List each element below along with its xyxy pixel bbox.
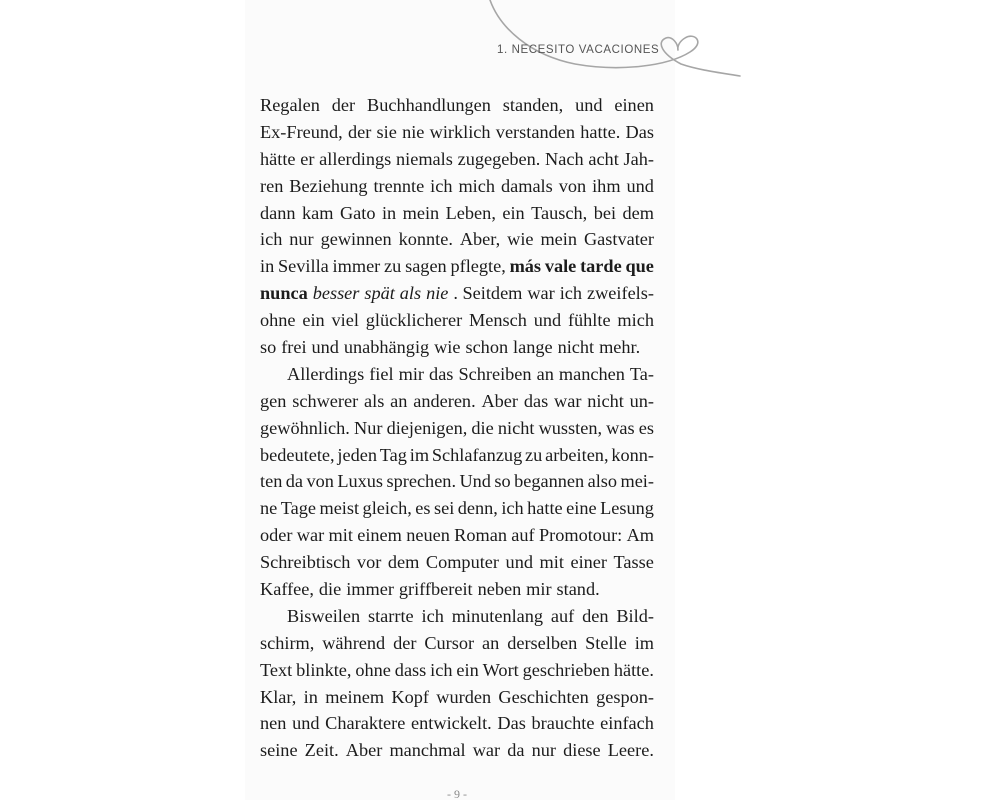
word: wussten, [538,417,603,438]
word: ohne [260,310,296,331]
word: Lesung [600,498,654,519]
word: stand. [556,579,600,600]
word: gleich, [362,498,412,519]
word: . Seitdem [453,283,523,304]
word: konnte. [398,229,453,250]
text-line [260,361,654,388]
word: Zeit. [304,740,339,761]
page-number: - 9 - [447,787,467,800]
word: Schreiben [458,363,532,384]
word: von [558,175,587,196]
chapter-title: 1. NECESITO VACACIONES [497,44,660,56]
word: der [331,95,356,115]
word: starrte [367,605,414,626]
word: mit [328,525,353,546]
word: war [527,283,555,304]
word: Klar, [260,686,297,707]
word: und [575,95,603,115]
word: der [393,632,417,653]
word: im [634,632,654,653]
word: bedeutete, [260,444,335,465]
word: anderen. [413,390,476,411]
word: Das [625,121,654,142]
word: die [471,417,494,438]
word: Tag [379,444,407,465]
word: nunca [260,283,308,304]
word: Computer [425,552,499,573]
text-line [260,442,654,469]
word: auf [511,525,535,546]
word: einen [614,95,654,115]
word: Jah- [623,148,654,169]
word: und [626,175,654,196]
text-line [260,549,654,576]
text-line [260,146,654,173]
word: griffbereit [398,579,473,600]
word: einem [357,525,402,546]
word: konn- [611,444,654,465]
word: Mensch [469,310,527,331]
word: un- [629,390,654,411]
word: unabhängig [343,337,430,358]
word: vale [544,256,577,277]
word: Kaffee, [260,579,314,600]
word: zu [525,444,543,465]
word: und [533,310,562,331]
text-line [260,468,654,495]
word: mich [617,310,654,331]
word: ich [430,659,453,680]
word: hatte. [580,121,621,142]
word: von [306,471,334,492]
word: ten [260,471,283,492]
word: trennte [373,175,425,196]
word: Buchhandlungen [367,95,491,115]
text-line [260,226,654,253]
text-line [260,173,654,200]
word: und [292,713,320,734]
word: Kopf [391,686,429,707]
word: wie [507,229,534,250]
word: und [311,337,339,358]
word: immer [346,579,394,600]
word: arbeiten, [545,444,609,465]
word: kam [302,202,334,223]
word: nie [426,283,449,304]
word: was [606,417,635,438]
word: verstanden [495,121,575,142]
word: manchen [558,363,625,384]
text-line [260,280,654,307]
word: mein [540,229,578,250]
word: einfach [600,713,654,734]
word: meist [319,498,360,519]
word: ich [430,175,453,196]
word: Geschichten [498,686,589,707]
word: mir [526,579,552,600]
word: es [415,498,431,519]
word: nen [260,713,287,734]
word: Nach [545,148,584,169]
word: sagen [405,256,447,277]
word: nicht [497,417,535,438]
word: war [472,740,501,761]
word: war [296,525,325,546]
word: ich [260,229,283,250]
word: mehr. [599,337,641,358]
word: es [638,417,654,438]
word: nicht [557,337,595,358]
word: Promotour: [538,525,623,546]
word: entwickelt. [411,713,492,734]
word: Bisweilen [287,605,361,626]
word: an [390,390,408,411]
word: vor [356,552,382,573]
word: besser [312,283,360,304]
word: brauchte [531,713,595,734]
word: manchmal [389,740,466,761]
word: dem [622,202,654,223]
text-line [260,92,654,119]
word: sprechen. [386,471,457,492]
text-line [260,253,654,280]
word: tarde [580,256,622,277]
word: diese [563,740,601,761]
word: da [507,740,525,761]
word: als [364,390,385,411]
word: lange [513,337,553,358]
word: den [582,605,609,626]
word: Luxus [337,471,384,492]
word: Gato [339,202,376,223]
word: zweifels- [586,283,654,304]
word: während [322,632,386,653]
word: hätte [260,148,296,169]
word: Schreibtisch [260,552,351,573]
word: wurden [436,686,492,707]
word: Das [497,713,526,734]
word: Roman [454,525,507,546]
word: ren [260,175,284,196]
text-line [260,307,654,334]
word: so [494,471,511,492]
word: fiel [369,363,394,384]
word: spät [364,283,395,304]
word: und [505,552,533,573]
word: begannen [514,471,585,492]
word: damals [500,175,553,196]
word: mir [398,363,425,384]
word: Aber [481,390,519,411]
text-line [260,119,654,146]
word: ich [501,498,524,519]
text-line [260,630,654,657]
word: mit [539,552,564,573]
word: ein [302,310,325,331]
word: allerdings [319,148,392,169]
word: Ta- [629,363,654,384]
word: Sevilla [278,256,329,277]
text-line [260,710,654,737]
word: da [285,471,304,492]
text-line [260,200,654,227]
word: más [509,256,542,277]
text-line [260,495,654,522]
word: Beziehung [289,175,368,196]
word: das [429,363,454,384]
word: zugegeben. [457,148,541,169]
word: nie [402,121,425,142]
word: mich [458,175,496,196]
word: Gastvater [583,229,654,250]
word: niemals [395,148,453,169]
word: ohne [355,659,391,680]
word: sei [433,498,455,519]
word: geschrieben [522,659,610,680]
word: glücklicherer [365,310,463,331]
word: ich [559,283,583,304]
word: schirm, [260,632,315,653]
word: bei [593,202,617,223]
word: Tausch, [531,202,588,223]
word: Schlafanzug [431,444,523,465]
word: neuen [406,525,450,546]
word: dann [260,202,296,223]
word: zu [384,256,402,277]
word: er [300,148,315,169]
word: wie [434,337,461,358]
word: ihm [592,175,621,196]
word: immer [332,256,381,277]
word: nicht [587,390,624,411]
word: an [482,632,500,653]
word: als [399,283,422,304]
word: der [347,121,372,142]
text-line [260,334,654,361]
word: nur [531,740,556,761]
word: die [318,579,342,600]
word: seine [260,740,298,761]
word: sie [376,121,397,142]
body-text [260,92,654,764]
word: Aber [345,740,383,761]
word: minutenlang [451,605,544,626]
word: derselben [507,632,578,653]
word: fühlte [567,310,611,331]
word: ich [421,605,444,626]
word: also [587,471,618,492]
word: Cursor [424,632,475,653]
word: Tasse [613,552,654,573]
text-line [260,576,654,603]
word: Stelle [585,632,627,653]
word: gewöhnlich. [260,417,350,438]
word: war [554,390,582,411]
word: schwerer [292,390,359,411]
word: dass [394,659,427,680]
word: Ex-Freund, [260,121,343,142]
word: an [536,363,554,384]
word: in [303,686,318,707]
word: in [381,202,397,223]
word: gespon- [596,686,654,707]
text-line [260,603,654,630]
word: gen [260,390,287,411]
word: Leben, [445,202,496,223]
word: dem [387,552,420,573]
word: standen, [502,95,564,115]
word: jeden [337,444,377,465]
text-line [260,684,654,711]
word: diejenigen, [386,417,468,438]
word: ein [456,659,479,680]
word: Text [260,659,293,680]
word: eine [566,498,597,519]
text-line [260,388,654,415]
word: neben [477,579,522,600]
word: Tage [280,498,316,519]
word: ne [260,498,278,519]
word: mein [402,202,440,223]
word: Charaktere [325,713,406,734]
word: Und [459,471,491,492]
text-line [260,737,654,764]
word: das [523,390,549,411]
word: viel [331,310,359,331]
word: acht [588,148,619,169]
word: ein [502,202,525,223]
word: Aber, [459,229,501,250]
word: oder [260,525,293,546]
word: Allerdings [287,363,365,384]
word: auf [550,605,575,626]
word: frei [281,337,307,358]
word: im [409,444,430,465]
word: pflegte, [450,256,506,277]
word: schon [465,337,509,358]
word: Wort [482,659,519,680]
text-line [260,415,654,442]
word: hätte. [613,659,654,680]
word: Nur [354,417,383,438]
word: mei- [620,471,654,492]
text-line [260,522,654,549]
word: meinem [325,686,385,707]
word: denn, [457,498,498,519]
word: so [260,337,277,358]
word: Regalen [260,95,320,115]
word: hatte [527,498,563,519]
word: wirklich [429,121,491,142]
word: einer [570,552,607,573]
word: blinkte, [296,659,352,680]
word: Bild- [616,605,654,626]
word: gewinnen [320,229,392,250]
word: Am [626,525,654,546]
word: que [625,256,654,277]
text-line [260,657,654,684]
word: nur [289,229,314,250]
word: in [260,256,275,277]
word: Leere. [607,740,654,761]
